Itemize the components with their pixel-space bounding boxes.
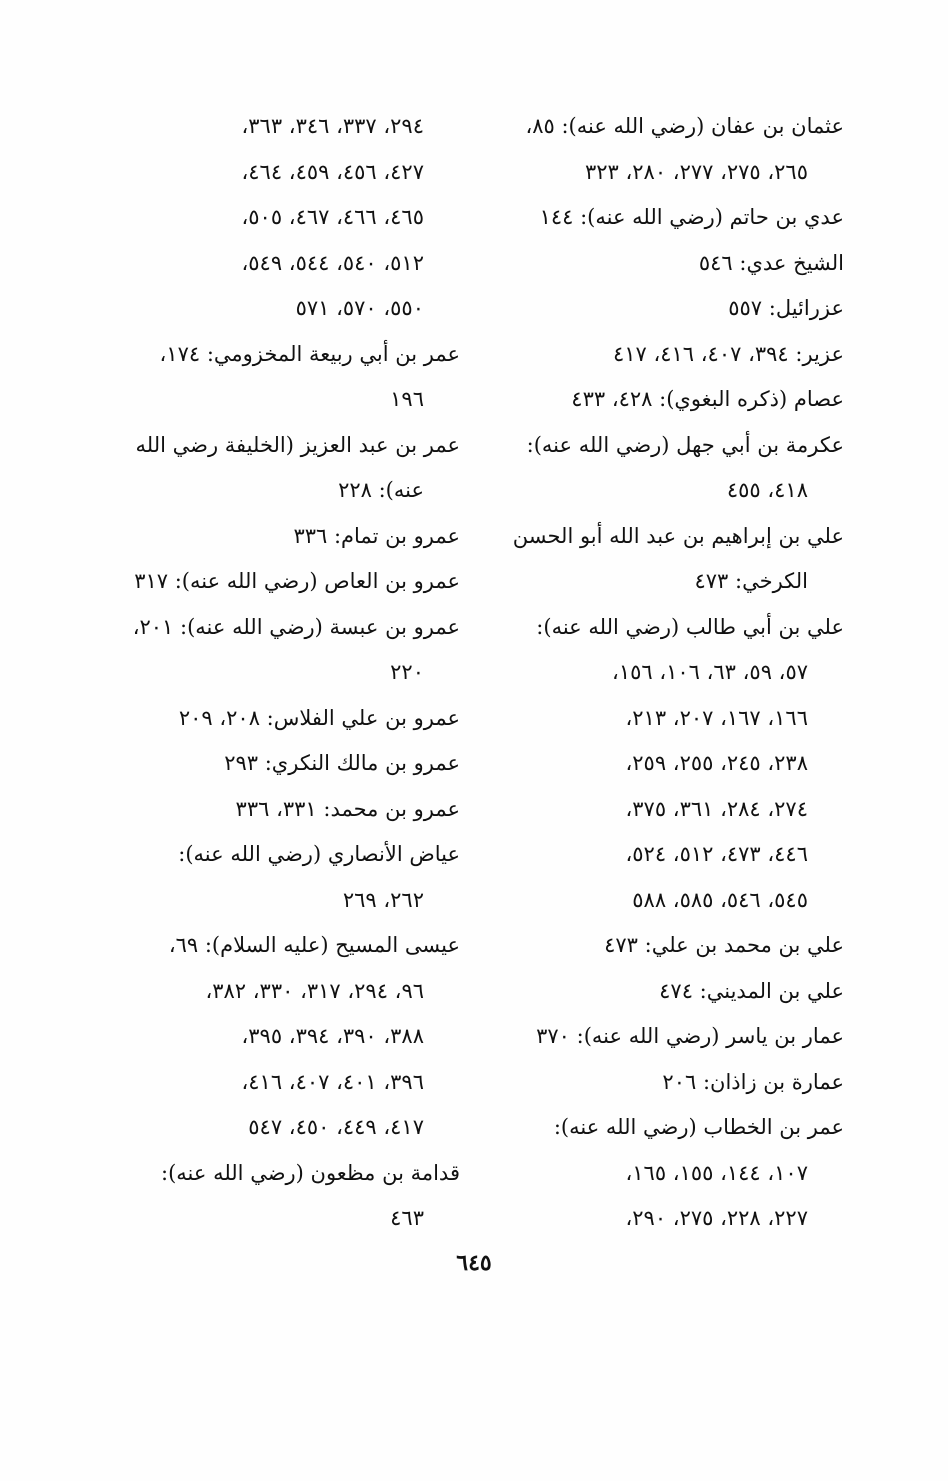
index-entry-continuation: ١٦٦، ١٦٧، ٢٠٧، ٢١٣، [625,705,808,730]
index-entry: عكرمة بن أبي جهل (رضي الله عنه): [526,432,844,457]
index-entry-continuation: ٥٧، ٥٩، ٦٣، ١٠٦، ١٥٦، [612,660,808,684]
index-entry: عمرو بن مالك النكري: ٢٩٣ [224,751,460,775]
index-column-right [504,104,844,1242]
index-entry-continuation: ٥٥٠، ٥٧٠، ٥٧١ [295,296,424,320]
index-entry-continuation: ٤١٨، ٤٥٥ [726,478,808,502]
page-number: ٦٤٥ [456,1250,492,1276]
index-entry: عيسى المسيح (عليه السلام): ٦٩، [168,933,460,957]
index-entry: عمرو بن علي الفلاس: ٢٠٨، ٢٠٩ [178,705,460,730]
index-entry: عثمان بن عفان (رضي الله عنه): ٨٥، [525,114,844,138]
index-entry: عدي بن حاتم (رضي الله عنه): ١٤٤ [539,205,844,229]
index-entry-continuation: ٢٧٤، ٢٨٤، ٣٦١، ٣٧٥، [625,796,808,821]
index-entry-continuation: ٣٩٦، ٤٠١، ٤٠٧، ٤١٦، [241,1069,424,1094]
index-entry: عمر بن الخطاب (رضي الله عنه): [553,1115,844,1139]
index-entry: عمر بن عبد العزيز (الخليفة رضي الله [135,432,460,457]
index-entry: عياض الأنصاري (رضي الله عنه): [178,842,460,866]
index-entry: علي بن محمد بن علي: ٤٧٣ [604,933,844,957]
index-entry-continuation: ٢٩٤، ٣٣٧، ٣٤٦، ٣٦٣، [241,114,424,138]
index-entry-continuation: ١٠٧، ١٤٤، ١٥٥، ١٦٥، [625,1160,808,1185]
index-entry-continuation: ٥١٢، ٥٤٠، ٥٤٤، ٥٤٩، [241,250,424,275]
index-entry: عزير: ٣٩٤، ٤٠٧، ٤١٦، ٤١٧ [612,341,844,366]
index-entry: عمرو بن محمد: ٣٣١، ٣٣٦ [235,796,460,821]
index-entry: عزرائيل: ٥٥٧ [728,296,844,320]
index-entry-continuation: ٢٦٥، ٢٧٥، ٢٧٧، ٢٨٠، ٣٢٣ [584,159,808,184]
index-entry-continuation: ٩٦، ٢٩٤، ٣١٧، ٣٣٠، ٣٨٢، [205,978,424,1003]
index-entry: عمارة بن زاذان: ٢٠٦ [662,1069,844,1094]
index-entry-continuation: ٢٦٢، ٢٦٩ [342,887,424,912]
index-entry-continuation: عنه): ٢٢٨ [338,478,424,502]
index-entry-continuation: ٤٢٧، ٤٥٦، ٤٥٩، ٤٦٤، [241,159,424,184]
index-entry: عمر بن أبي ربيعة المخزومي: ١٧٤، [159,341,460,366]
index-entry: علي بن أبي طالب (رضي الله عنه): [536,614,844,639]
index-entry-continuation: ١٩٦ [390,387,424,411]
index-entry: علي بن إبراهيم بن عبد الله أبو الحسن [512,523,844,548]
index-entry-continuation: ٢٢٠ [390,660,424,684]
index-entry-continuation: ٣٨٨، ٣٩٠، ٣٩٤، ٣٩٥، [241,1024,424,1048]
index-entry-continuation: ٢٢٧، ٢٢٨، ٢٧٥، ٢٩٠، [625,1206,808,1230]
index-entry: عصام (ذكره البغوي): ٤٢٨، ٤٣٣ [571,387,844,411]
index-entry: الشيخ عدي: ٥٤٦ [698,250,844,275]
index-entry: عمرو بن العاص (رضي الله عنه): ٣١٧ [134,569,460,593]
index-entry: عمار بن ياسر (رضي الله عنه): ٣٧٠ [536,1024,844,1048]
index-entry-continuation: ٥٤٥، ٥٤٦، ٥٨٥، ٥٨٨ [632,887,808,912]
index-entry: عمرو بن عبسة (رضي الله عنه): ٢٠١، [132,614,460,639]
index-entry-continuation: ٤٤٦، ٤٧٣، ٥١٢، ٥٢٤، [625,842,808,866]
index-entry: علي بن المديني: ٤٧٤ [659,978,844,1003]
index-entry-continuation: ٤٦٣ [390,1206,424,1230]
index-entry: عمرو بن تمام: ٣٣٦ [293,523,460,548]
index-entry-continuation: ٤١٧، ٤٤٩، ٤٥٠، ٥٤٧ [248,1115,424,1139]
index-entry-continuation: الكرخي: ٤٧٣ [694,569,808,593]
index-entry: قدامة بن مظعون (رضي الله عنه): [161,1160,460,1185]
index-column-left [115,104,460,1242]
index-entry-continuation: ٤٦٥، ٤٦٦، ٤٦٧، ٥٠٥، [241,205,424,229]
index-entry-continuation: ٢٣٨، ٢٤٥، ٢٥٥، ٢٥٩، [625,751,808,775]
